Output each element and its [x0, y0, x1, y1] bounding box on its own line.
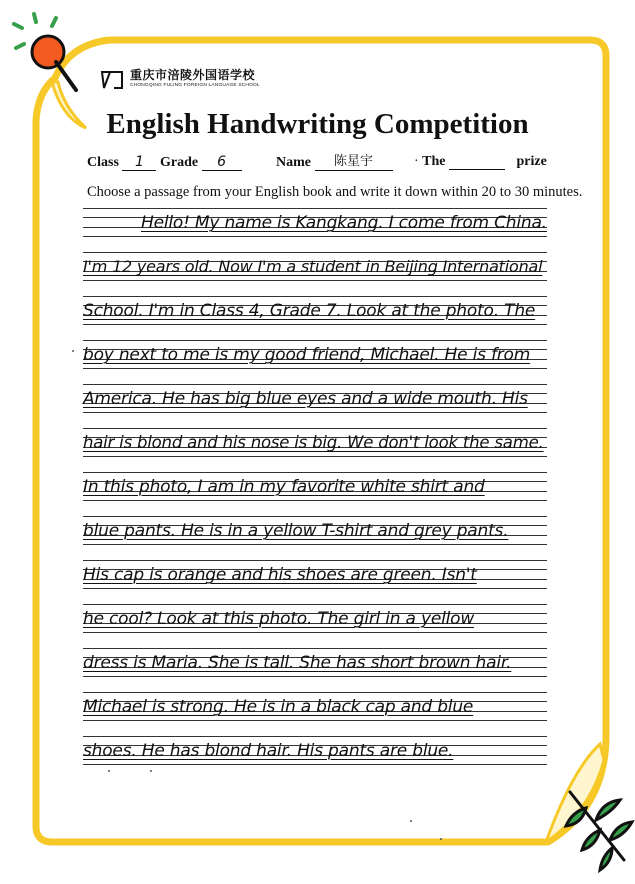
paper-speck	[108, 770, 110, 772]
class-value: 1	[122, 154, 156, 171]
paper-speck	[72, 350, 74, 352]
writing-line	[83, 340, 547, 374]
school-name-chinese: 重庆市涪陵外国语学校	[130, 68, 256, 82]
writing-line	[83, 648, 547, 682]
writing-line	[83, 692, 547, 726]
paper-speck	[440, 838, 442, 840]
name-field	[276, 154, 393, 171]
writing-line	[83, 472, 547, 506]
handwritten-text: boy next to me is my good friend, Michael. He is from	[83, 345, 531, 365]
pushpin-icon	[14, 14, 76, 90]
handwritten-text: blue pants. He is in a yellow T-shirt and grey pants.	[83, 521, 509, 541]
name-value: 陈星宇	[315, 154, 393, 171]
prize-field: · The prize	[414, 154, 547, 169]
handwritten-text: shoes. He has blond hair. His pants are blue.	[83, 741, 454, 761]
page-title: English Handwriting Competition	[106, 108, 529, 140]
writing-line	[83, 428, 547, 462]
class-field	[87, 154, 156, 171]
handwritten-text: His cap is orange and his shoes are green. Isn't	[83, 565, 477, 585]
writing-line	[83, 560, 547, 594]
prize-label: prize	[516, 154, 547, 169]
the-label: The	[422, 154, 446, 169]
name-label: Name	[276, 155, 311, 170]
class-label: Class	[87, 155, 119, 170]
prize-blank	[449, 169, 505, 170]
school-name-english: CHONGQING FULING FOREIGN LANGUAGE SCHOOL	[130, 83, 260, 88]
writing-line	[83, 208, 547, 242]
writing-line	[83, 296, 547, 330]
handwritten-text: Hello! My name is Kangkang. I come from China.	[141, 213, 547, 233]
writing-line	[83, 384, 547, 418]
handwritten-text: Michael is strong. He is in a black cap and blue	[83, 697, 474, 717]
writing-line	[83, 736, 547, 770]
writing-line	[83, 516, 547, 550]
grade-label: Grade	[160, 155, 199, 170]
grade-field	[160, 154, 242, 171]
grade-value: 6	[202, 154, 242, 171]
instruction-text: Choose a passage from your English book and write it down within 20 to 30 minutes.	[87, 184, 583, 200]
handwritten-text: America. He has big blue eyes and a wide mouth. His	[83, 389, 528, 409]
writing-line	[83, 604, 547, 638]
writing-line	[83, 252, 547, 286]
handwritten-text: dress is Maria. She is tall. She has short brown hair.	[83, 653, 512, 673]
handwritten-text: hair is blond and his nose is big. We don't look the same.	[83, 433, 544, 452]
handwritten-text: I'm 12 years old. Now I'm a student in Beijing International	[83, 257, 543, 276]
handwritten-text: he cool? Look at this photo. The girl in a yellow	[83, 609, 475, 629]
paper-speck	[410, 820, 412, 822]
school-logo-icon	[100, 68, 124, 92]
handwritten-text: School. I'm in Class 4, Grade 7. Look at the photo. The	[83, 301, 536, 321]
handwritten-text: In this photo, I am in my favorite white shirt and	[83, 477, 485, 497]
paper-speck	[150, 770, 152, 772]
